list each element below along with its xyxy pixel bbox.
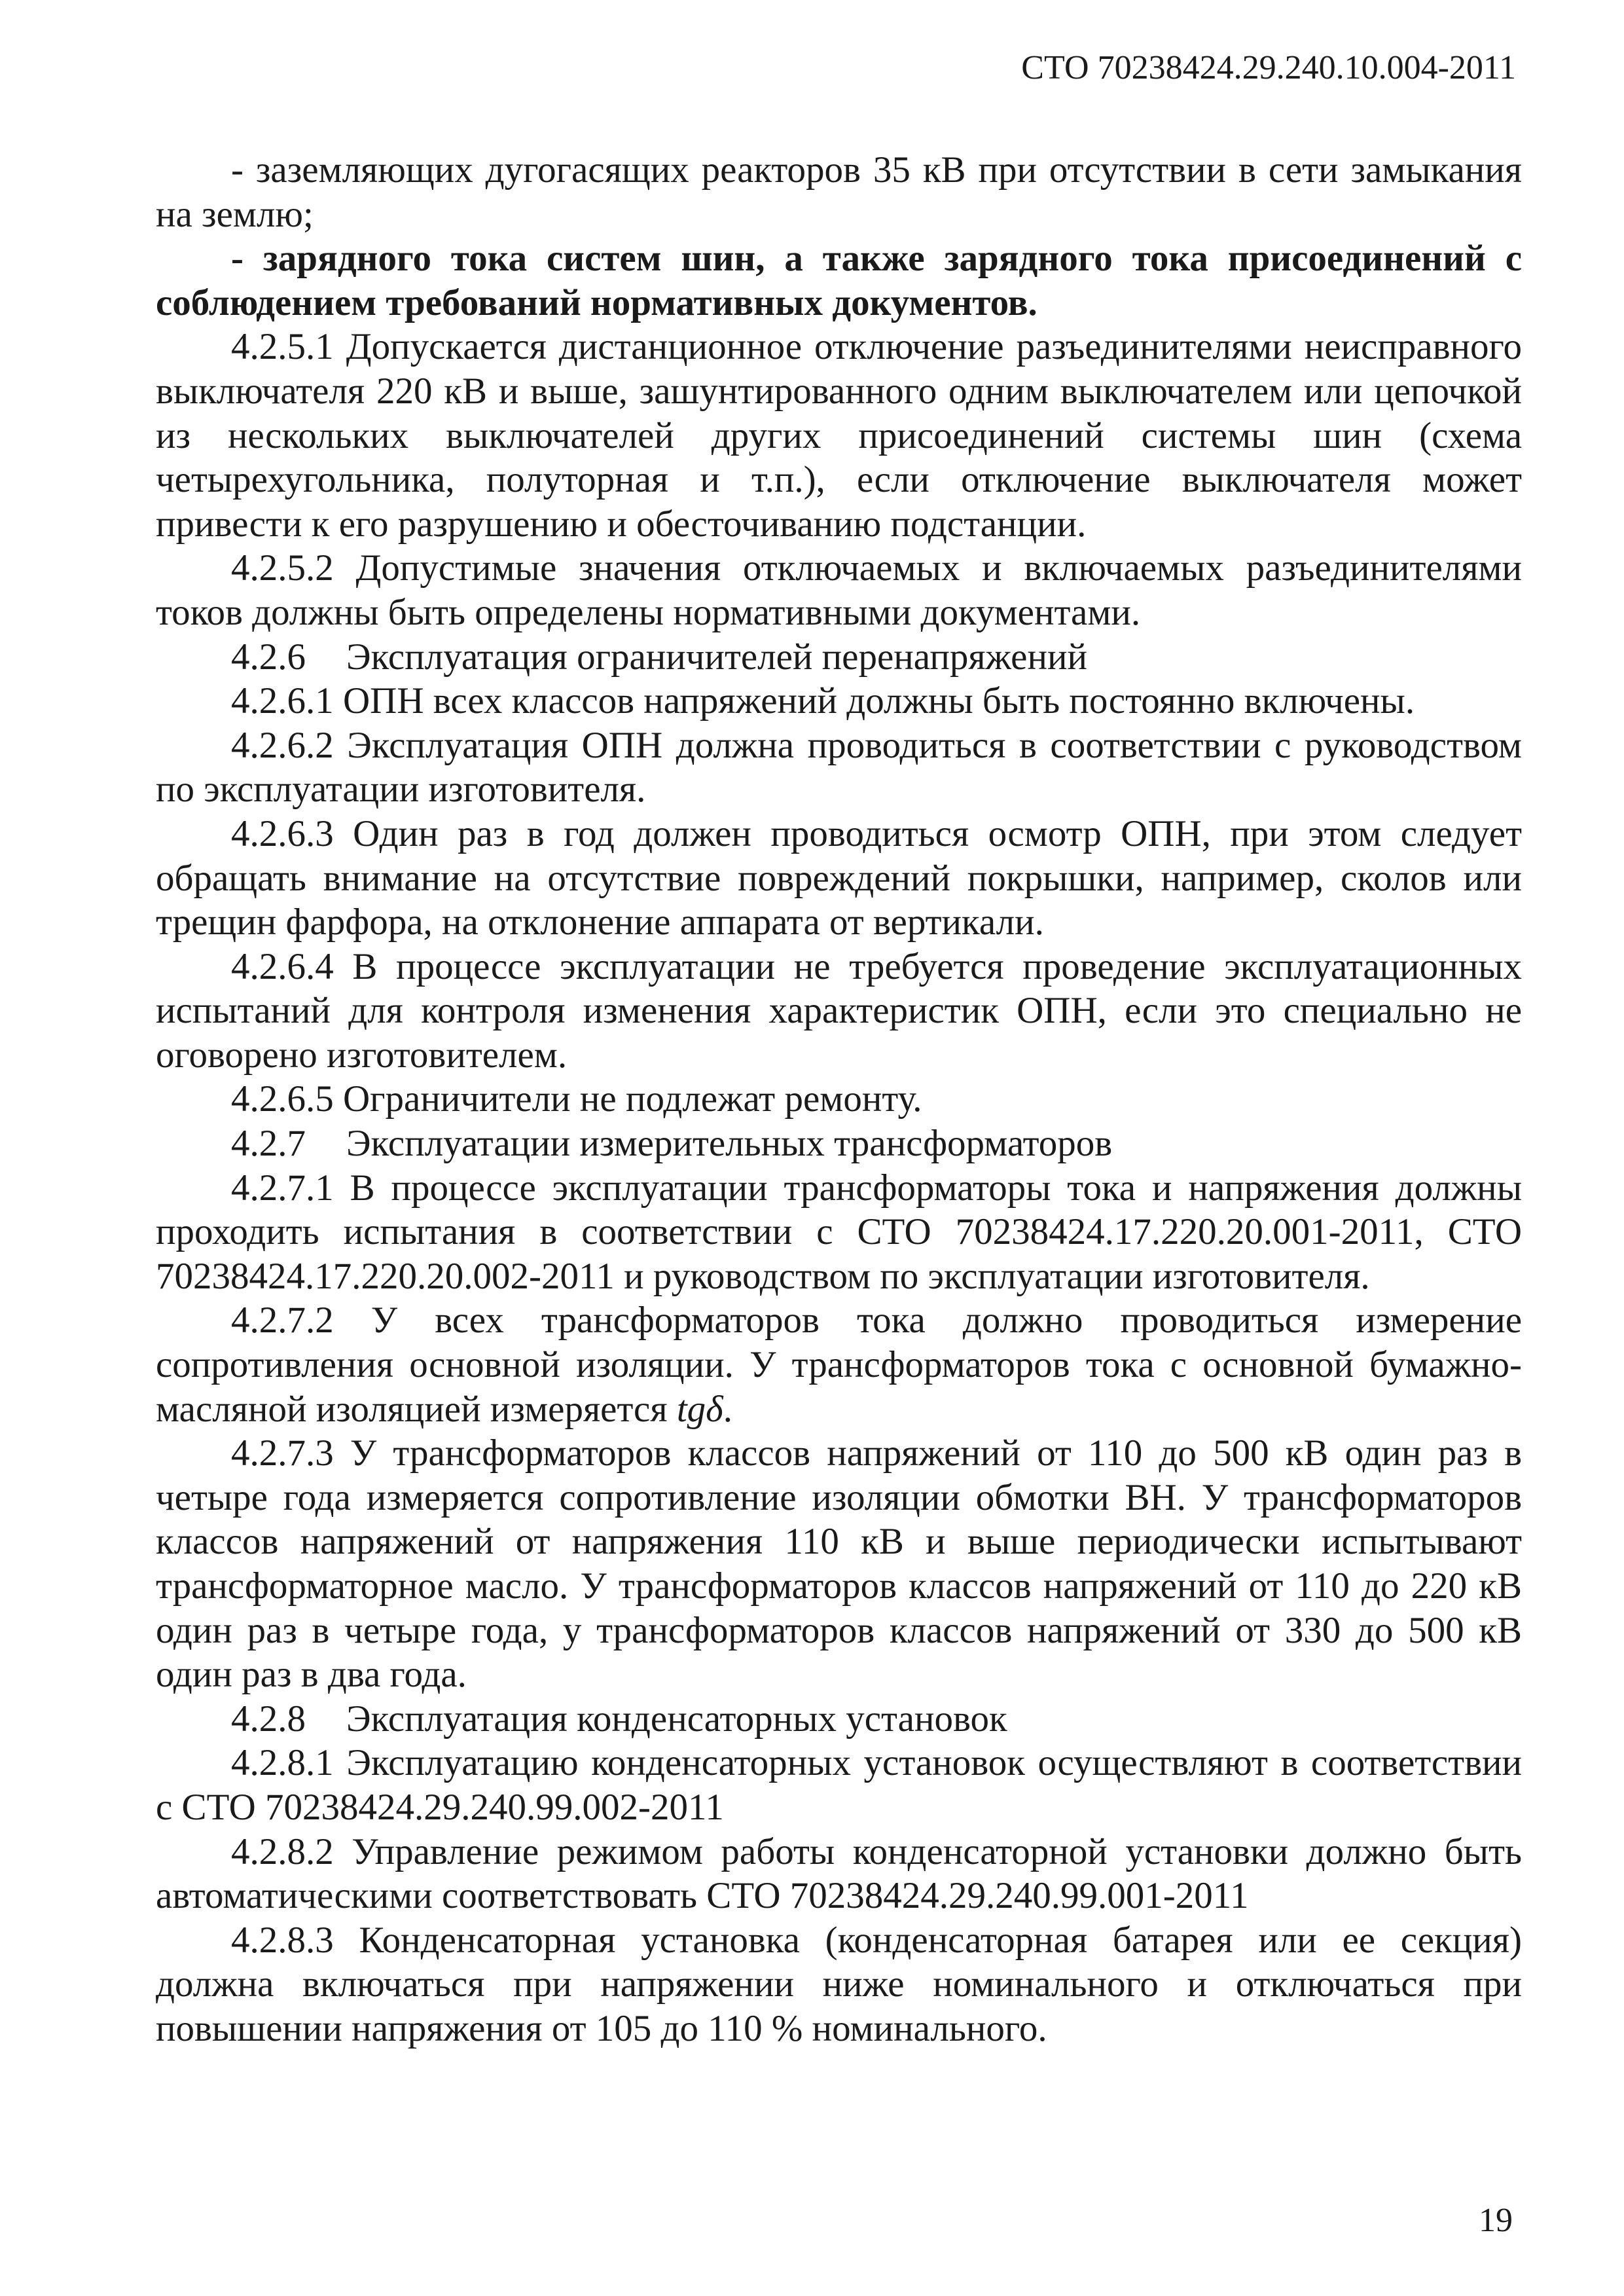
document-body: [156, 148, 1522, 2051]
section-heading-4-2-6: [156, 635, 1522, 680]
section-heading-4-2-8: [156, 1697, 1522, 1741]
section-number: 4.2.8: [231, 1698, 306, 1740]
clause-4-2-6-5: 4.2.6.5 Ограничители не подлежат ремонту.: [231, 1078, 922, 1120]
list-item-reactors: - заземляющих дугогасящих реакторов 35 кВ при отсутствии в сети замыкания на землю;: [156, 149, 1522, 235]
section-title: Эксплуатация конденсаторных установок: [346, 1698, 1007, 1740]
section-number: 4.2.7: [231, 1123, 306, 1165]
clause-4-2-7-2: [156, 1298, 1522, 1431]
section-number: 4.2.6: [231, 636, 306, 678]
clause-4-2-6-2: 4.2.6.2 Эксплуатация ОПН должна проводиться в соответствии с руководством по эксплуатации изготовителя.: [156, 724, 1522, 811]
document-code-header: СТО 70238424.29.240.10.004-2011: [1021, 49, 1516, 86]
clause-text: 4.2.7.2 У всех трансформаторов тока должно проводиться измерение сопротивления основной изоляции. У трансформаторов тока с основной бумажно-масляной изоляцией измеряется: [156, 1300, 1522, 1430]
page-number: 19: [1479, 2202, 1513, 2239]
clause-4-2-6-3: 4.2.6.3 Один раз в год должен проводиться осмотр ОПН, при этом следует обращать внимание на отсутствие повреждений покрышки, например, сколов или трещин фарфора, на отклонение аппарата от вертикали.: [156, 812, 1522, 943]
clause-4-2-5-2: 4.2.5.2 Допустимые значения отключаемых и включаемых разъединителями токов должны быть определены нормативными документами.: [156, 547, 1522, 633]
section-title: Эксплуатация ограничителей перенапряжений: [346, 636, 1087, 678]
list-item-charging-current: - зарядного тока систем шин, а также зарядного тока присоединений с соблюдением требований нормативных документов.: [156, 238, 1522, 323]
clause-4-2-7-1: 4.2.7.1 В процессе эксплуатации трансформаторы тока и напряжения должны проходить испытания в соответствии с СТО 70238424.17.220.20.001-2011, СТО 70238424.17.220.20.002-2011 и руководством по эксплуатации изготовителя.: [156, 1167, 1522, 1297]
section-heading-4-2-7: [156, 1121, 1522, 1166]
clause-4-2-7-3: 4.2.7.3 У трансформаторов классов напряжений от 110 до 500 кВ один раз в четыре года измеряется сопротивление изоляции обмотки ВН. У трансформаторов классов напряжений от напряжения 110 кВ и выше периодически испытывают трансформаторное масло. У трансформаторов классов напряжений от 110 до 220 кВ один раз в четыре года, у трансформаторов классов напряжений от 330 до 500 кВ один раз в два года.: [156, 1432, 1522, 1696]
clause-4-2-6-1: 4.2.6.1 ОПН всех классов напряжений должны быть постоянно включены.: [231, 680, 1415, 722]
clause-end: .: [723, 1388, 732, 1430]
tan-delta-variable: tgδ: [676, 1388, 723, 1430]
clause-4-2-6-4: 4.2.6.4 В процессе эксплуатации не требуется проведение эксплуатационных испытаний для контроля изменения характеристик ОПН, если это специально не оговорено изготовителем.: [156, 945, 1522, 1076]
clause-4-2-8-3: 4.2.8.3 Конденсаторная установка (конденсаторная батарея или ее секция) должна включаться при напряжении ниже номинального и отключаться при повышении напряжения от 105 до 110 % номинального.: [156, 1919, 1522, 2049]
clause-4-2-8-1: 4.2.8.1 Эксплуатацию конденсаторных установок осуществляют в соответствии с СТО 70238424.29.240.99.002-2011: [156, 1742, 1522, 1828]
section-title: Эксплуатации измерительных трансформаторов: [346, 1123, 1113, 1165]
clause-4-2-5-1: 4.2.5.1 Допускается дистанционное отключение разъединителями неисправного выключателя 220 кВ и выше, зашунтированного одним выключателем или цепочкой из нескольких выключателей других присоединений системы шин (схема четырехугольника, полуторная и т.п.), если отключение выключателя может привести к его разрушению и обесточиванию подстанции.: [156, 326, 1522, 545]
clause-4-2-8-2: 4.2.8.2 Управление режимом работы конденсаторной установки должно быть автоматическими соответствовать СТО 70238424.29.240.99.001-2011: [156, 1831, 1522, 1917]
